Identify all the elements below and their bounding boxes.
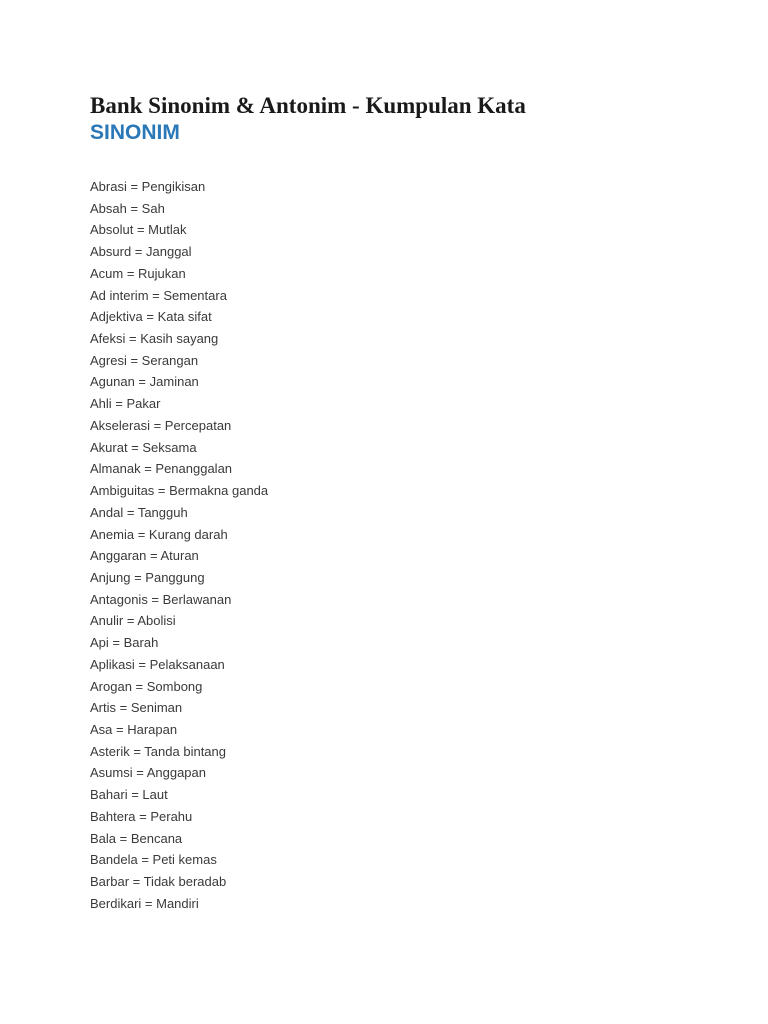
synonym-entry: Asa = Harapan bbox=[90, 721, 178, 737]
synonym-entry: Abrasi = Pengikisan bbox=[90, 179, 206, 194]
synonym-entry: Absolut = Mutlak bbox=[90, 222, 187, 238]
section-heading-sinonim: SINONIM bbox=[90, 121, 180, 144]
synonym-entry: Ahli = Pakar bbox=[90, 396, 161, 412]
synonym-entry: Adjektiva = Kata sifat bbox=[90, 309, 212, 325]
synonym-entry: Acum = Rujukan bbox=[90, 265, 186, 281]
synonym-entry: Antagonis = Berlawanan bbox=[90, 591, 232, 607]
synonym-entry: Agunan = Jaminan bbox=[90, 374, 199, 390]
synonym-entry: Anulir = Abolisi bbox=[90, 613, 176, 629]
synonym-entry: Aplikasi = Pelaksanaan bbox=[90, 656, 225, 672]
synonym-entry: Afeksi = Kasih sayang bbox=[90, 331, 219, 347]
synonym-entry: Bahtera = Perahu bbox=[90, 808, 193, 824]
synonym-entry: Artis = Seniman bbox=[90, 700, 183, 716]
synonym-entry: Arogan = Sombong bbox=[90, 678, 203, 694]
synonym-entry: Andal = Tangguh bbox=[90, 504, 188, 520]
synonym-entry: Absurd = Janggal bbox=[90, 244, 192, 260]
synonym-list bbox=[90, 176, 268, 914]
synonym-entry: Akselerasi = Percepatan bbox=[90, 417, 232, 433]
page-title: Bank Sinonim & Antonim - Kumpulan Kata bbox=[90, 93, 526, 118]
synonym-entry: Asumsi = Anggapan bbox=[90, 765, 206, 781]
synonym-entry: Absah = Sah bbox=[90, 200, 165, 216]
synonym-entry: Almanak = Penanggalan bbox=[90, 461, 233, 477]
synonym-entry: Api = Barah bbox=[90, 635, 159, 651]
synonym-entry: Anggaran = Aturan bbox=[90, 548, 199, 564]
synonym-entry: Bahari = Laut bbox=[90, 787, 168, 803]
synonym-entry: Ad interim = Sementara bbox=[90, 287, 227, 303]
synonym-entry: Anjung = Panggung bbox=[90, 569, 205, 585]
synonym-entry: Bala = Bencana bbox=[90, 830, 183, 846]
synonym-entry: Barbar = Tidak beradab bbox=[90, 874, 227, 889]
synonym-entry: Bandela = Peti kemas bbox=[90, 852, 217, 868]
synonym-entry: Anemia = Kurang darah bbox=[90, 526, 228, 542]
synonym-entry: Ambiguitas = Bermakna ganda bbox=[90, 483, 269, 499]
synonym-entry: Asterik = Tanda bintang bbox=[90, 743, 226, 759]
synonym-entry: Berdikari = Mandiri bbox=[90, 895, 199, 911]
synonym-entry: Agresi = Serangan bbox=[90, 352, 199, 368]
synonym-entry: Akurat = Seksama bbox=[90, 439, 197, 455]
